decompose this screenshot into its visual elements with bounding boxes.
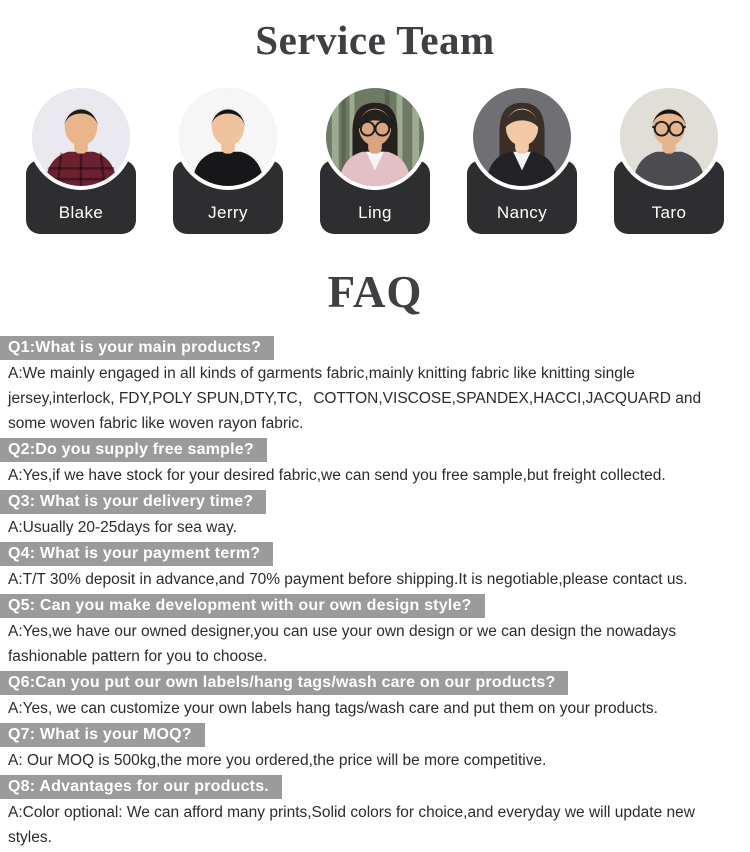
faq-answer: A:Yes,we have our owned designer,you can use your own design or we can design the nowadays fashionable pattern for you to choose. — [8, 623, 677, 665]
team-member-card — [467, 84, 577, 234]
faq-list — [0, 336, 750, 852]
faq-question-bar: Q5: Can you make development with our own design style? — [0, 594, 485, 618]
member-name: Ling — [358, 203, 392, 222]
faq-answer: A:T/T 30% deposit in advance,and 70% payment before shipping.It is negotiable,please contact us. — [8, 571, 688, 588]
member-name: Taro — [651, 203, 687, 222]
faq-question-bar: Q4: What is your payment term? — [0, 542, 273, 566]
person-avatar-icon — [179, 88, 277, 186]
faq-item — [0, 671, 750, 723]
faq-item — [0, 594, 750, 671]
faq-answer: A: Our MOQ is 500kg,the more you ordered,the price will be more competitive. — [8, 752, 547, 769]
member-photo — [28, 84, 134, 190]
faq-answer: A:Yes,if we have stock for your desired fabric,we can send you free sample,but freight collected. — [8, 467, 666, 484]
faq-answer: A:Usually 20-25days for sea way. — [8, 519, 237, 536]
member-photo — [616, 84, 722, 190]
member-name: Nancy — [496, 203, 548, 222]
person-avatar-icon — [620, 88, 718, 186]
faq-question-bar: Q3: What is your delivery time? — [0, 490, 266, 514]
team-member-card — [320, 84, 430, 234]
faq-item — [0, 490, 750, 542]
member-photo — [469, 84, 575, 190]
faq-answer: A:Yes, we can customize your own labels hang tags/wash care and put them on your products. — [8, 700, 658, 717]
faq-title: FAQ — [327, 267, 423, 317]
person-avatar-icon — [326, 88, 424, 186]
faq-item — [0, 723, 750, 775]
faq-answer: A:We mainly engaged in all kinds of garments fabric,mainly knitting fabric like knitting single jersey,interlock, FDY,POLY SPUN,DTY,TC，COTTON,VISCOSE,SPANDEX,HACCI,JACQUARD and some woven fabric like woven rayon fabric. — [8, 365, 702, 432]
team-member-card — [614, 84, 724, 234]
member-name: Blake — [58, 203, 104, 222]
faq-item — [0, 336, 750, 438]
faq-question-bar: Q8: Advantages for our products. — [0, 775, 282, 799]
faq-item — [0, 775, 750, 852]
faq-answer: A:Color optional: We can afford many prints,Solid colors for choice,and everyday we will update new styles. — [8, 804, 695, 846]
member-photo — [175, 84, 281, 190]
team-row — [0, 84, 750, 234]
member-name: Jerry — [208, 203, 248, 222]
faq-question-bar: Q2:Do you supply free sample? — [0, 438, 267, 462]
faq-item — [0, 542, 750, 594]
faq-item — [0, 438, 750, 490]
faq-question-bar: Q1:What is your main products? — [0, 336, 274, 360]
person-avatar-icon — [32, 88, 130, 186]
faq-question-bar: Q7: What is your MOQ? — [0, 723, 205, 747]
member-photo — [322, 84, 428, 190]
faq-question-bar: Q6:Can you put our own labels/hang tags/wash care on our products? — [0, 671, 568, 695]
person-avatar-icon — [473, 88, 571, 186]
team-member-card — [26, 84, 136, 234]
service-team-title: Service Team — [255, 17, 495, 63]
team-member-card — [173, 84, 283, 234]
